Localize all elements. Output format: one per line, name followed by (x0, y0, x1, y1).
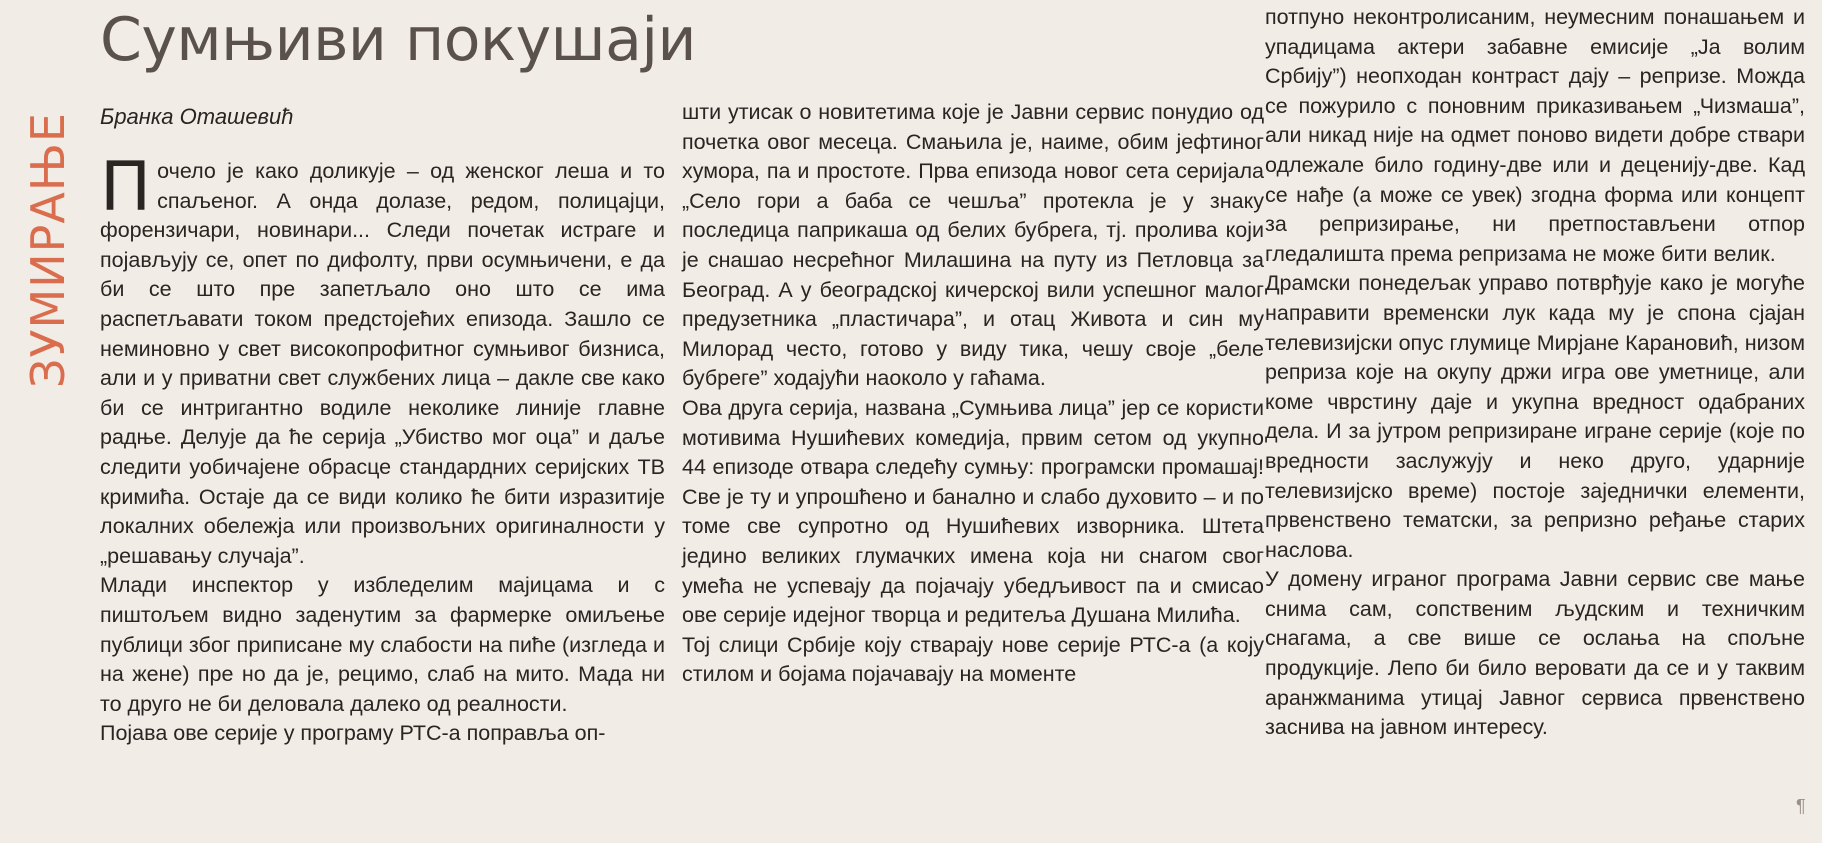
article-column-2 (682, 98, 1264, 690)
section-label: ЗУМИРАЊЕ (21, 112, 75, 388)
section-tag (18, 100, 78, 400)
paragraph: Тој слици Србије коју стварају нове серије РТС-а (а коју стилом и бојама појачавају на моменте (682, 632, 1264, 687)
paragraph: Ова друга серија, названа „Сумњива лица” јер се користи мотивима Нушићевих комедија, првим сетом од укупно 44 епизоде отвара следећу сумњу: програмски промашај! Све је ту и упрошћено и банално и слабо духовито – и по томе све супротно од Нушићевих изворника. Штета једино великих глумачких имена која ни снагом свог умећа не успевају да појачају убедљивост па и смисао ове серије идејног творца и редитеља Душана Милића. (682, 395, 1264, 628)
paragraph: шти утисак о новитетима које је Јавни сервис понудио од почетка овог месеца. Смањила је, наиме, обим јефтиног хумора, па и простоте. Прва епизода новог сета серијала „Село гори а баба се чешља” протекла је у знаку последица паприкаша од белих бубрега, тј. пролива који је снашао несрећног Милашина на путу из Петловца за Београд. А у београдској кичерској вили успешног малог предузетника „пластичара”, и отац Живота и син му Милорад често, готово у виду тика, чешу своје „беле бубреге” ходајући наоколо у гаћама. (682, 100, 1264, 391)
drop-cap: П (100, 148, 152, 227)
paragraph: потпуно неконтролисаним, неумесним понашањем и упадицама актери забавне емисије „Ја волим Србију”) неопходан контраст дају – репризе. Можда се пожурило с поновним приказивањем „Чизмаша”, али никад није на одмет поново видети добре ствари одлежале било годину-две или и деценију-две. Кад се нађе (а може се увек) згодна форма или концепт за репризирање, ни претпостављени отпор гледалишта према репризама не може бити велик. (1265, 5, 1805, 266)
paragraph (100, 148, 665, 571)
article-column-1 (100, 148, 665, 749)
paragraph: Драмски понедељак управо потврђује како је могуће направити временски лук када му је спона сјајан телевизијски опус глумице Мирјане Карановић, низом репризa које на окупу држи игра ове уметнице, али коме чврстину даје и укупна вредност одабраних дела. И за јутром репризиране игране серије (које по вредности заслужују и неко друго, ударније телевизијско време) постоје заједнички елементи, првенствено тематски, за репризно ређање старих наслова. (1265, 271, 1805, 562)
article-byline: Бранка Оташевић (100, 104, 294, 129)
end-mark: ¶ (1796, 796, 1806, 816)
article-column-3 (1265, 3, 1805, 743)
paragraph: Појава ове серије у програму РТС-а поправља оп- (100, 721, 606, 746)
paragraph: У домену играног програма Јавни сервис све мање снима сам, сопственим људским и техничким снагама, а све више се ослања на спољне продукције. Лепо би било веровати да се и у таквим аранжманима утицај Јавног сервиса првенствено заснива на јавном интересу. (1265, 567, 1805, 740)
article-headline: Сумњиви покушаји (100, 5, 697, 75)
paragraph: Млади инспектор у избледелим мајицама и с пиштољем видно заденутим за фармерке омиљење публици због приписане му слабости на пиће (изгледа и на жене) пре но да је, рецимо, слаб на мито. Мада ни то друго не би деловала далеко од реалности. (100, 573, 665, 716)
paragraph-text: очело је како доликује – од женског леша и то спаљеног. А онда долазе, редом, полицајци, форензичари, новинари... Следи почетак истраге и појављују се, опет по дифолту, први осумњичени, е да би се што пре запетљало оно што се има распетљавати током предстојећих епизода. Зашло се неминовно у свет високопрофитног сумњивог бизниса, али и у приватни свет службених лица – дакле све како би се интригантно водиле неколике линије главне радње. Делује да ће серија „Убиство мог оца” и даље следити уобичајене обрасце стандардних серијских ТВ кримића. Остаје да се види колико ће бити изразитије локалних обележја или произвољних оригиналности у „решавању случаја”. (100, 159, 665, 568)
